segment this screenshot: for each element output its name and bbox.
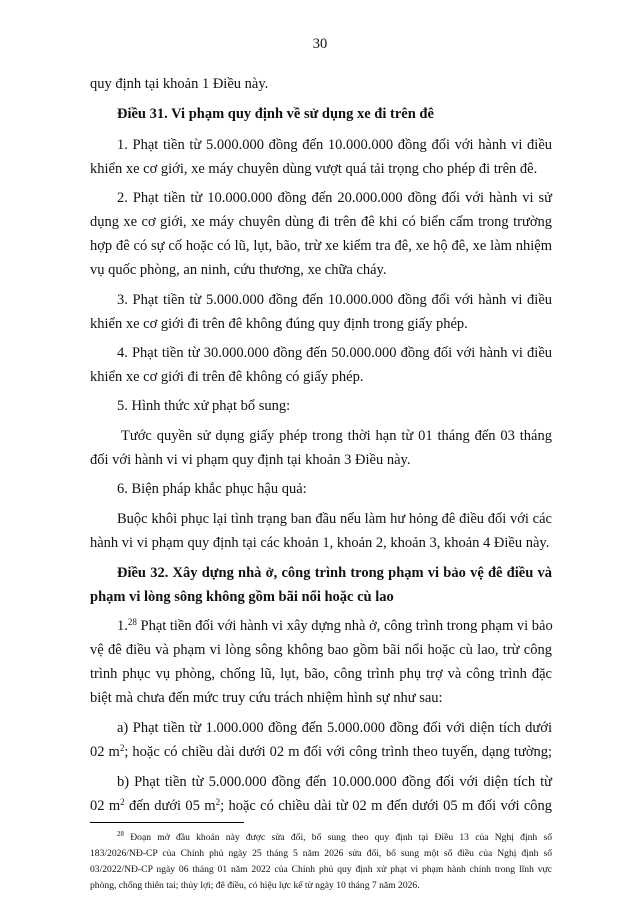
footnote-separator [90, 822, 244, 823]
paragraph-line: vụ quốc phòng, an ninh, cứu thương, xe chữa cháy. [90, 262, 387, 278]
paragraph-line: Buộc khôi phục lại tình trạng ban đầu nếu làm hư hỏng đê điều đối với các [117, 511, 552, 527]
paragraph-text: 02 m [90, 798, 121, 814]
paragraph-line: trình phục vụ phòng, chống lũ, lụt, bão, công trình phụ trợ và công trình đặc [90, 666, 552, 682]
paragraph-line: b) Phạt tiền từ 5.000.000 đồng đến 10.000.000 đồng đối với diện tích từ [117, 774, 552, 790]
paragraph-line: biệt mà chưa đến mức truy cứu trách nhiệm hình sự như sau: [90, 690, 443, 706]
article-32-heading: Điều 32. Xây dựng nhà ở, công trình trong phạm vi bảo vệ đê điều và [117, 565, 552, 581]
paragraph-text: Phạt tiền đối với hành vi xây dựng nhà ở, công trình trong phạm vi bảo [136, 618, 553, 634]
paragraph-line: đối với hành vi vi phạm quy định tại khoản 3 Điều này. [90, 452, 411, 468]
paragraph-line: 4. Phạt tiền từ 30.000.000 đồng đến 50.000.000 đồng đối với hành vi điều [117, 345, 552, 361]
paragraph-line: 1. Phạt tiền từ 5.000.000 đồng đến 10.000.000 đồng đối với hành vi điều [117, 137, 552, 153]
paragraph-line: 6. Biện pháp khắc phục hậu quả: [117, 481, 307, 497]
paragraph-line: quy định tại khoản 1 Điều này. [90, 76, 269, 92]
paragraph-line: hợp đê có sự cố hoặc có lũ, lụt, bão, trừ xe kiểm tra đê, xe hộ đê, xe làm nhiệm [90, 238, 552, 254]
footnote-line: 183/2026/NĐ-CP của Chính phủ ngày 25 tháng 5 năm 2026 sửa đổi, bổ sung một số điều của Nghị định số [90, 848, 552, 859]
page-number: 30 [312, 36, 328, 52]
superscript: 2 [215, 797, 221, 807]
superscript: 2 [119, 743, 125, 753]
paragraph-line: hành vi vi phạm quy định tại các khoản 1, khoản 2, khoản 3, khoản 4 Điều này. [90, 535, 550, 551]
superscript: 2 [120, 797, 125, 807]
paragraph-line: 3. Phạt tiền từ 5.000.000 đồng đến 10.000.000 đồng đối với hành vi điều [117, 292, 552, 308]
clause-number: 1. [117, 618, 128, 634]
paragraph-line [90, 740, 552, 764]
footnote-line: 03/2022/NĐ-CP ngày 06 tháng 01 năm 2022 của Chính phủ quy định xử phạt vi phạm hành chính trong lĩnh vực [90, 864, 552, 875]
paragraph-line: 2. Phạt tiền từ 10.000.000 đồng đến 20.000.000 đồng đối với hành vi sử [117, 190, 552, 206]
paragraph-line: Tước quyền sử dụng giấy phép trong thời hạn từ 01 tháng đến 03 tháng [121, 428, 552, 444]
footnote-reference: 28 [127, 617, 137, 627]
paragraph-line [117, 614, 552, 638]
footnote-text: Đoạn mở đầu khoản này được sửa đổi, bổ sung theo quy định tại Điều 13 của Nghị định số [124, 832, 552, 843]
paragraph-line: dụng xe cơ giới, xe máy chuyên dùng đi trên đê khi có biển cấm trong trường [90, 214, 552, 230]
paragraph-line [90, 794, 552, 818]
paragraph-text: ; hoặc có chiều dài từ 02 m đến dưới 05 m đối với công [220, 798, 553, 814]
footnote-line [117, 830, 552, 846]
paragraph-text: ; hoặc có chiều dài dưới 02 m đối với công trình theo tuyến, dạng tường; [124, 744, 553, 760]
paragraph-line: a) Phạt tiền từ 1.000.000 đồng đến 5.000.000 đồng đối với diện tích dưới [117, 720, 552, 736]
paragraph-line: vệ đê điều và phạm vi lòng sông không bao gồm bãi nổi hoặc cù lao, trừ công [90, 642, 552, 658]
paragraph-text: đến dưới 05 m [124, 798, 216, 814]
footnote-marker: 28 [117, 830, 124, 838]
footnote-line: phòng, chống thiên tai; thủy lợi; đê điều, có hiệu lực kể từ ngày 10 tháng 7 năm 2026. [90, 880, 420, 891]
paragraph-line: khiển xe cơ giới, xe máy chuyên dùng vượt quá tải trọng cho phép đi trên đê. [90, 161, 538, 177]
article-31-heading: Điều 31. Vi phạm quy định về sử dụng xe đi trên đê [117, 106, 434, 122]
paragraph-line: khiển xe cơ giới đi trên đê không có giấy phép. [90, 369, 364, 385]
paragraph-line: 5. Hình thức xử phạt bổ sung: [117, 398, 291, 414]
paragraph-line: khiển xe cơ giới đi trên đê không đúng quy định trong giấy phép. [90, 316, 468, 332]
article-32-heading: phạm vi lòng sông không gồm bãi nổi hoặc cù lao [90, 589, 394, 605]
paragraph-text: 02 m [90, 744, 120, 760]
